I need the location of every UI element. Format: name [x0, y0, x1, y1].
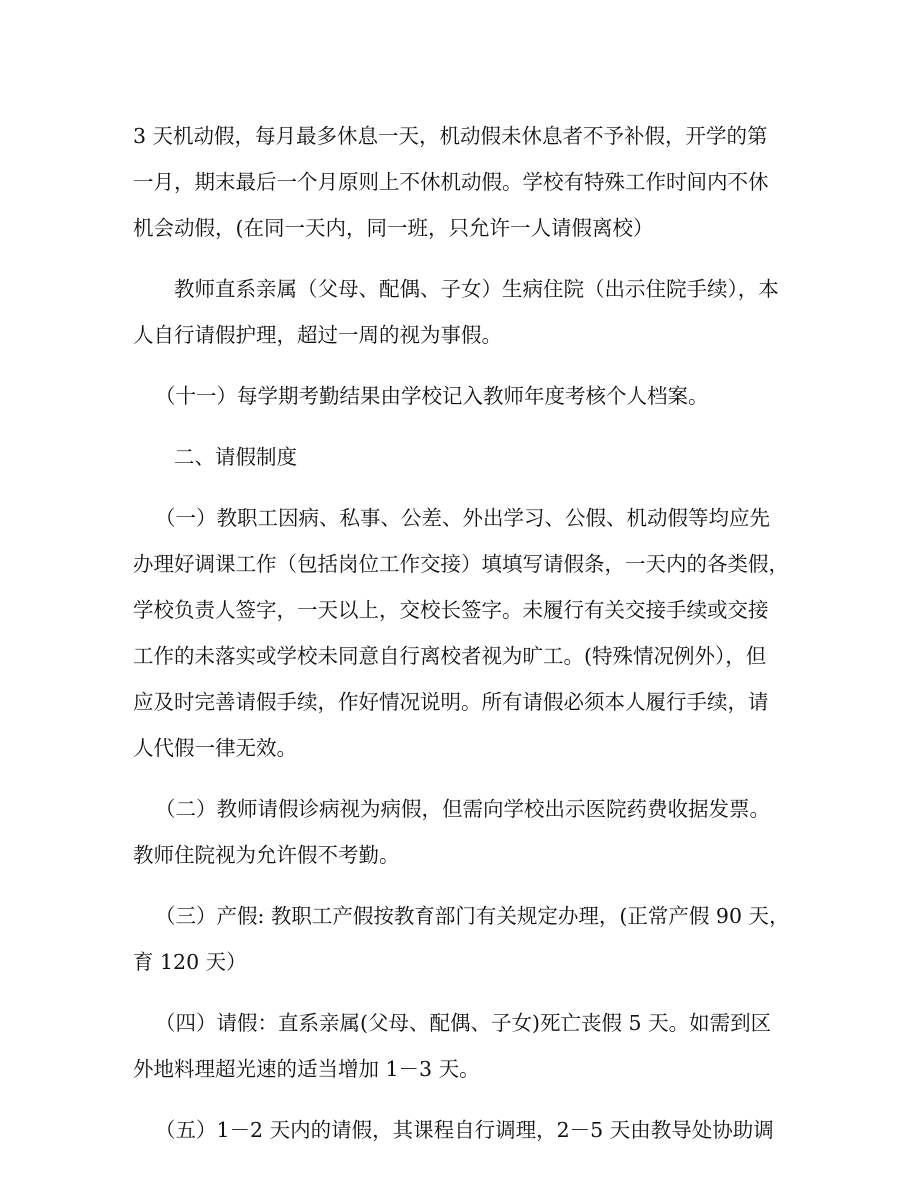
paragraph-1 — [133, 113, 795, 251]
text-line: （五）1－2 天内的请假，其课程自行调理，2－5 天由教导处协助调 — [155, 1118, 774, 1142]
paragraph-3 — [133, 373, 795, 419]
text-line: 学校负责人签字，一天以上，交校长签字。未履行有关交接手续或交接 — [133, 598, 769, 622]
text-line: 教师住院视为允许假不考勤。 — [133, 843, 400, 867]
text-line: 应及时完善请假手续，作好情况说明。所有请假必须本人履行手续，请 — [133, 690, 769, 714]
section-title: 二、请假制度 — [174, 445, 297, 469]
text-line: 3 天机动假，每月最多休息一天，机动假未休息者不予补假，开学的第 — [133, 124, 768, 148]
text-line: 人自行请假护理，超过一周的视为事假。 — [133, 323, 502, 347]
paragraph-8 — [133, 1000, 795, 1092]
text-line: 育 120 天） — [133, 950, 247, 974]
text-line: 外地料理超光速的适当增加 1－3 天。 — [133, 1057, 480, 1081]
text-line: 机会动假，(在同一天内，同一班，只允许一人请假离校） — [133, 216, 654, 240]
text-line: 人代假一律无效。 — [133, 736, 297, 760]
text-line: 工作的未落实或学校未同意自行离校者视为旷工。(特殊情况例外），但 — [133, 644, 767, 668]
section-heading — [133, 434, 795, 480]
text-line: （十一）每学期考勤结果由学校记入教师年度考核个人档案。 — [155, 384, 709, 408]
text-line: 一月，期末最后一个月原则上不休机动假。学校有特殊工作时间内不休 — [133, 170, 769, 194]
text-line: 教师直系亲属（父母、配偶、子女）生病住院（出示住院手续），本 — [174, 277, 779, 301]
text-line: （一）教职工因病、私事、公差、外出学习、公假、机动假等均应先 — [155, 506, 770, 530]
text-line: （二）教师请假诊病视为病假，但需向学校出示医院药费收据发票。 — [155, 797, 770, 821]
text-line: （三）产假: 教职工产假按教育部门有关规定办理，(正常产假 90 天， — [155, 904, 790, 928]
paragraph-5 — [133, 495, 795, 771]
paragraph-7 — [133, 893, 795, 985]
paragraph-6 — [133, 786, 795, 878]
document-body — [133, 113, 795, 1153]
text-line: （四）请假：直系亲属(父母、配偶、子女)死亡丧假 5 天。如需到区 — [155, 1011, 772, 1035]
paragraph-2 — [133, 266, 795, 358]
paragraph-9 — [133, 1107, 795, 1153]
text-line: 办理好调课工作（包括岗位工作交接）填填写请假条，一天内的各类假， — [133, 552, 789, 576]
